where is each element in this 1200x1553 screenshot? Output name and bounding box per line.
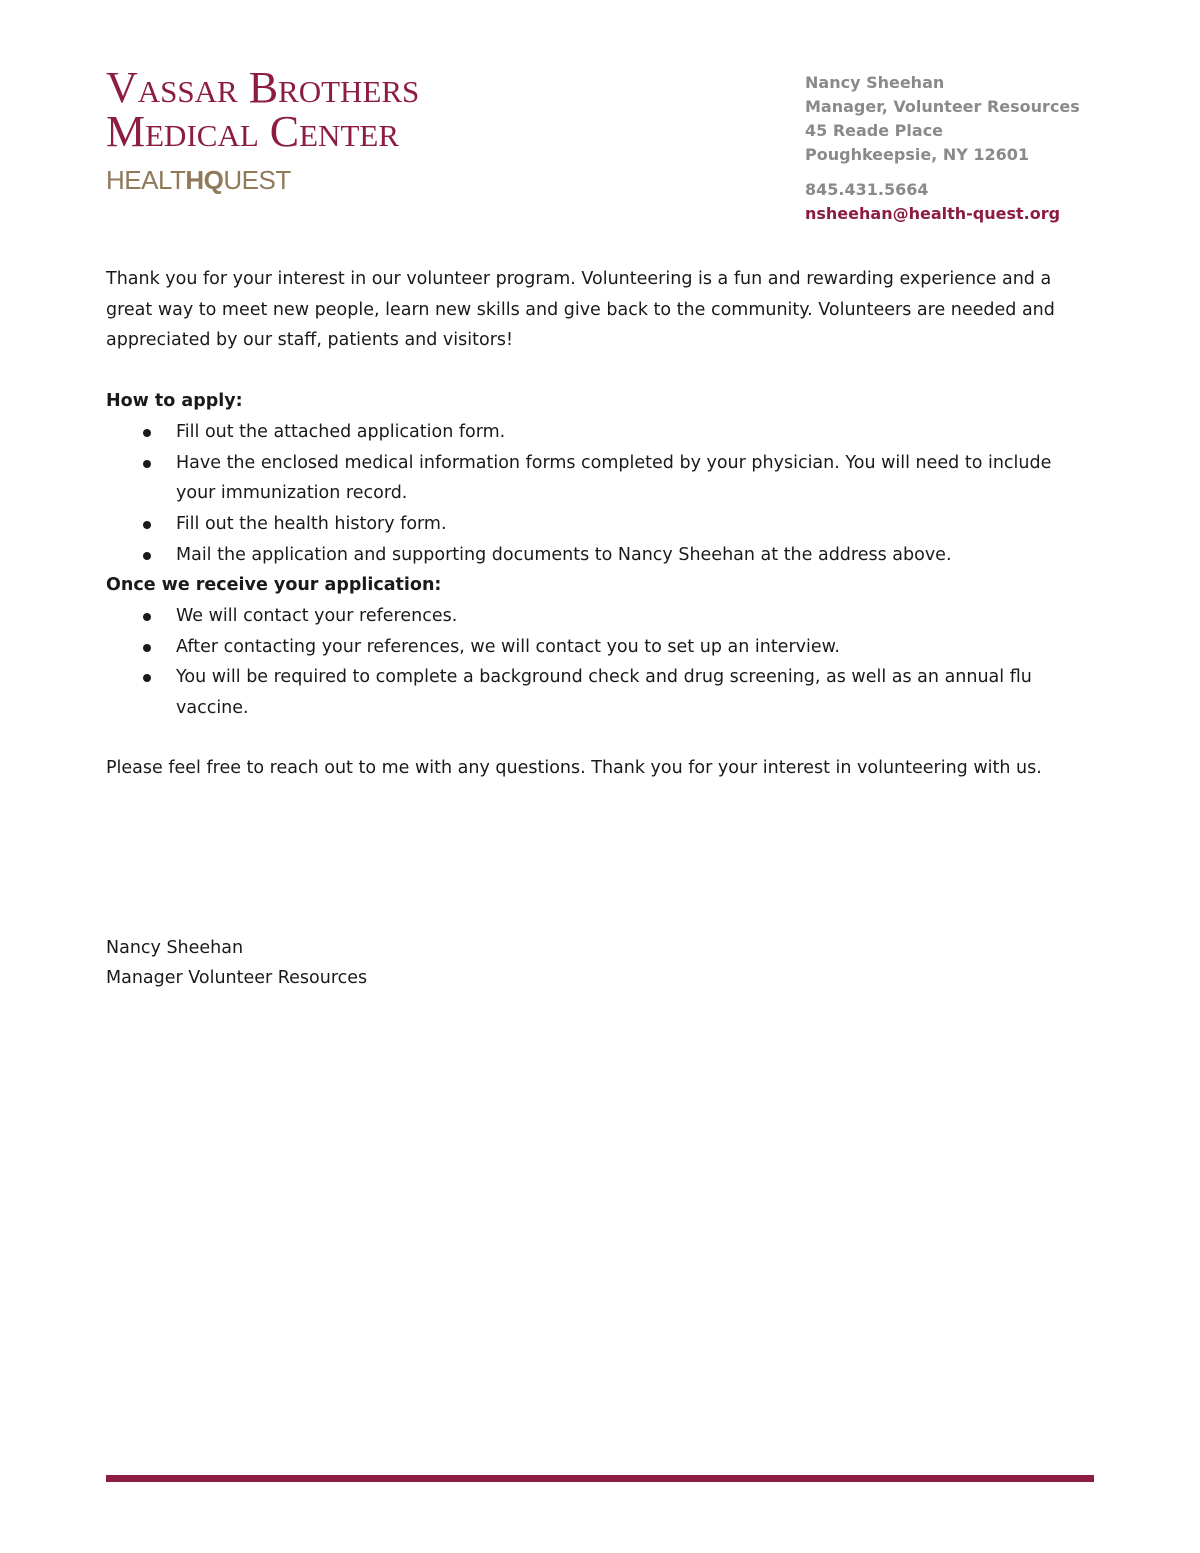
list-item-text: After contacting your references, we will contact you to set up an interview. xyxy=(176,636,840,657)
how-to-apply-heading: How to apply: xyxy=(106,391,243,412)
once-received-heading: Once we receive your application: xyxy=(106,575,442,596)
contact-name: Nancy Sheehan xyxy=(805,73,945,92)
logo-line-2: Medical Center xyxy=(106,107,399,156)
list-item xyxy=(106,509,1066,540)
signature-title: Manager Volunteer Resources xyxy=(106,968,368,988)
intro-paragraph: Thank you for your interest in our volunteer program. Volunteering is a fun and rewarding experience and a great way to meet new people, learn new skills and give back to the community. Volunteers are needed and appreciated by our staff, patients and visitors! xyxy=(106,269,1055,351)
contact-title: Manager, Volunteer Resources xyxy=(805,97,1080,116)
signature-block xyxy=(106,933,367,993)
list-item xyxy=(106,448,1066,509)
contact-email-link[interactable]: nsheehan@health-quest.org xyxy=(805,204,1061,223)
healthquest-left: HEALT xyxy=(106,165,186,195)
how-to-apply-list xyxy=(106,417,1066,571)
letter-body xyxy=(106,264,1066,784)
contact-phone: 845.431.5664 xyxy=(805,180,929,199)
healthquest-right: UEST xyxy=(223,165,291,195)
list-item-text: Mail the application and supporting documents to Nancy Sheehan at the address above. xyxy=(176,544,952,565)
list-item-text: We will contact your references. xyxy=(176,606,458,627)
once-received-list xyxy=(106,601,1066,724)
list-item xyxy=(106,417,1066,448)
healthquest-hq: HQ xyxy=(185,165,224,195)
contact-block xyxy=(805,71,1080,226)
bullet-icon xyxy=(143,552,151,560)
closing-paragraph: Please feel free to reach out to me with any questions. Thank you for your interest in volunteering with us. xyxy=(106,757,1042,778)
list-item xyxy=(106,662,1076,723)
logo xyxy=(106,63,466,195)
list-item-text: Fill out the attached application form. xyxy=(176,421,506,442)
bullet-icon xyxy=(143,613,151,621)
bullet-icon xyxy=(143,521,151,529)
list-item-text: Fill out the health history form. xyxy=(176,513,447,534)
healthquest-logo xyxy=(106,166,466,194)
contact-street: 45 Reade Place xyxy=(805,121,944,140)
list-item xyxy=(106,632,1066,663)
list-item xyxy=(106,601,1066,632)
list-item xyxy=(106,540,1066,571)
list-item-text: Have the enclosed medical information forms completed by your physician. You will need to include your immunization record. xyxy=(176,452,1052,504)
logo-line-1: Vassar Brothers xyxy=(106,63,420,112)
bullet-icon xyxy=(143,460,151,468)
contact-city: Poughkeepsie, NY 12601 xyxy=(805,145,1030,164)
bullet-icon xyxy=(143,644,151,652)
list-item-text: You will be required to complete a background check and drug screening, as well as an annual flu vaccine. xyxy=(176,667,1032,719)
footer-divider xyxy=(106,1475,1094,1482)
bullet-icon xyxy=(143,674,151,682)
bullet-icon xyxy=(143,429,151,437)
signature-name: Nancy Sheehan xyxy=(106,938,244,958)
